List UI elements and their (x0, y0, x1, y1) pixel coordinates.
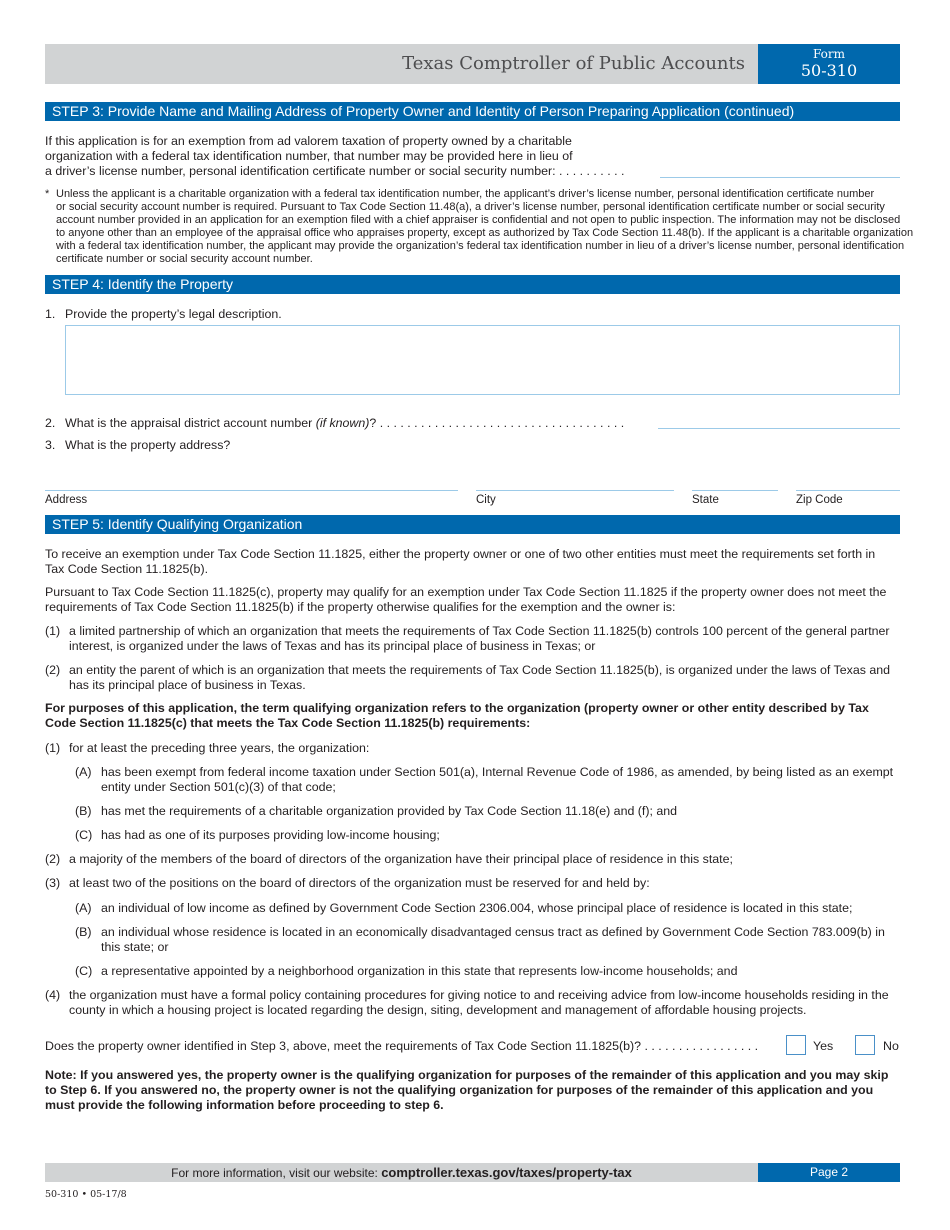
form-number-box (758, 44, 900, 84)
opt1-line: a limited partnership of which an organization that meets the requirements of Tax Code Section 11.1825(b) controls 100 percent of the general partner (69, 624, 890, 638)
q2-label (65, 416, 624, 431)
step5-heading: STEP 5: Identify Qualifying Organization (45, 515, 900, 534)
note-line: must provide the following information before proceeding to step 6. (45, 1098, 444, 1112)
req1-number: (1) (45, 741, 61, 755)
req2-text: a majority of the members of the board of directors of the organization have their principal place of residence in this state; (69, 852, 733, 866)
no-label: No (883, 1039, 899, 1053)
form-id: 50-310 • 05-17/8 (45, 1189, 127, 1200)
req1a-number: (A) (75, 765, 92, 779)
city-label: City (476, 494, 496, 506)
footer-info-text: For more information, visit our website: (171, 1166, 382, 1180)
yes-checkbox[interactable] (786, 1035, 806, 1055)
opt1-number: (1) (45, 624, 61, 638)
req3a-number: (A) (75, 901, 92, 915)
legal-description-input[interactable] (65, 325, 900, 395)
footnote-line: with a federal tax identification number, the applicant may provide the organization’s federal tax identification number in lieu of a driver’s license number, personal identification (56, 240, 905, 252)
footnote-line: or social security account number is required. Pursuant to Tax Code Section 11.48(a), a driver’s license number, personal identification certificate number or social security (56, 201, 885, 213)
q1-number: 1. (45, 307, 56, 321)
footnote-mark: * (45, 188, 50, 200)
footer-bar (45, 1163, 758, 1182)
footnote-line: certificate number or social security account number. (56, 253, 313, 265)
q3-number: 3. (45, 438, 56, 452)
definition-line: For purposes of this application, the term qualifying organization refers to the organization (property owner or other entity described by Tax (45, 701, 869, 715)
footnote-line: Unless the applicant is a charitable organization with a federal tax identification number, the applicant’s driver’s license number, personal identification certificate number (56, 188, 875, 200)
req3b-line: an individual whose residence is located in an economically disadvantaged census tract as defined by Government Code Section 783.009(b) in (101, 925, 885, 939)
tin-text-line2: organization with a federal tax identification number, that number may be provided here in lieu of (45, 149, 573, 163)
q3-label: What is the property address? (65, 438, 231, 452)
req4-number: (4) (45, 988, 61, 1002)
account-number-input[interactable] (658, 428, 900, 429)
form-number: 50-310 (800, 61, 858, 80)
req1c-text: has had as one of its purposes providing low-income housing; (101, 828, 440, 842)
opt1-line: interest, is organized under the laws of Texas and has its principal place of business in Texas; or (69, 639, 596, 653)
yes-label: Yes (813, 1039, 834, 1053)
req3a-text: an individual of low income as defined by Government Code Section 2306.004, whose principal place of residence is located in this state; (101, 901, 853, 915)
p2-line: requirements of Tax Code Section 11.1825(b) if the property otherwise qualifies for the exemption and the owner is: (45, 600, 676, 614)
footnote-line: account number provided in an application for an exemption filed with a chief appraiser is confidential and not open to public inspection. The information may not be disclosed (56, 214, 901, 226)
req1c-number: (C) (75, 828, 93, 842)
req3-text: at least two of the positions on the board of directors of the organization must be reserved for and held by: (69, 876, 650, 890)
req2-number: (2) (45, 852, 61, 866)
zip-input[interactable] (796, 490, 900, 491)
state-input[interactable] (692, 490, 778, 491)
definition-line: Code Section 11.1825(c) that meets the Tax Code Section 11.1825(b) requirements: (45, 716, 531, 730)
q2-leader: ? . . . . . . . . . . . . . . . . . . . . . . . . . . . . . . . . . . . . (369, 416, 625, 430)
footnote-line: to anyone other than an employee of the appraisal office who appraises property, except as authorized by Tax Code Section 11.48(b). If the applicant is a charitable organization (56, 227, 914, 239)
req3-number: (3) (45, 876, 61, 890)
opt2-number: (2) (45, 663, 61, 677)
p1-line: To receive an exemption under Tax Code Section 11.1825, either the property owner or one of two other entities must meet the requirements set forth in (45, 547, 876, 561)
page-number: Page 2 (758, 1163, 900, 1182)
q1-label: Provide the property’s legal description. (65, 307, 282, 321)
req1b-text: has met the requirements of a charitable organization provided by Tax Code Section 11.18(e) and (f); and (101, 804, 678, 818)
q2-italic: (if known) (315, 416, 370, 430)
req3b-number: (B) (75, 925, 92, 939)
address-label: Address (45, 494, 88, 506)
no-checkbox[interactable] (855, 1035, 875, 1055)
step4-heading: STEP 4: Identify the Property (45, 275, 900, 294)
opt2-line: has its principal place of business in Texas. (69, 678, 306, 692)
req1a-line: has been exempt from federal income taxation under Section 501(a), Internal Revenue Code of 1986, as amended, by being listed as an exempt (101, 765, 894, 779)
tin-text-line1: If this application is for an exemption from ad valorem taxation of property owned by a charitable (45, 134, 572, 148)
footer-website-link[interactable]: comptroller.texas.gov/taxes/property-tax (381, 1165, 632, 1180)
form-label: Form (812, 47, 845, 61)
note-line: to Step 6. If you answered no, the property owner is not the qualifying organization for purposes of the remainder of this application and you (45, 1083, 874, 1097)
agency-title: Texas Comptroller of Public Accounts (402, 53, 745, 74)
req3b-line: this state; or (101, 940, 169, 954)
req1a-line: entity under Section 501(c)(3) of that code; (101, 780, 336, 794)
step3-heading: STEP 3: Provide Name and Mailing Address of Property Owner and Identity of Person Preparing Application (continued) (45, 102, 900, 121)
req1-text: for at least the preceding three years, the organization: (69, 741, 370, 755)
qualify-question: Does the property owner identified in Step 3, above, meet the requirements of Tax Code Section 11.1825(b)? . . . . . . . . . . . . . . . . . (45, 1039, 759, 1053)
tin-text-line3: a driver’s license number, personal identification certificate number or social security number: . . . . . . . . . . (45, 164, 625, 178)
note-line: Note: If you answered yes, the property owner is the qualifying organization for purposes of the remainder of this application and you may skip (45, 1068, 889, 1082)
req4-line: the organization must have a formal policy containing procedures for giving notice to and receiving advice from low-income households residing in the (69, 988, 889, 1002)
req1b-number: (B) (75, 804, 92, 818)
zip-label: Zip Code (796, 494, 843, 506)
q2-number: 2. (45, 416, 56, 430)
req3c-text: a representative appointed by a neighborhood organization in this state that represents low-income households; and (101, 964, 738, 978)
p2-line: Pursuant to Tax Code Section 11.1825(c), property may qualify for an exemption under Tax Code Section 11.1825 if the property owner does not meet the (45, 585, 887, 599)
opt2-line: an entity the parent of which is an organization that meets the requirements of Tax Code Section 11.1825(b), is organized under the laws of Texas and (69, 663, 891, 677)
address-input[interactable] (45, 490, 458, 491)
state-label: State (692, 494, 719, 506)
req4-line: county in which a housing project is located regarding the design, siting, development and management of affordable housing projects. (69, 1003, 807, 1017)
p1-line: Tax Code Section 11.1825(b). (45, 562, 209, 576)
city-input[interactable] (476, 490, 674, 491)
tin-input[interactable] (660, 177, 900, 178)
q2-text: What is the appraisal district account number (65, 416, 316, 430)
req3c-number: (C) (75, 964, 93, 978)
